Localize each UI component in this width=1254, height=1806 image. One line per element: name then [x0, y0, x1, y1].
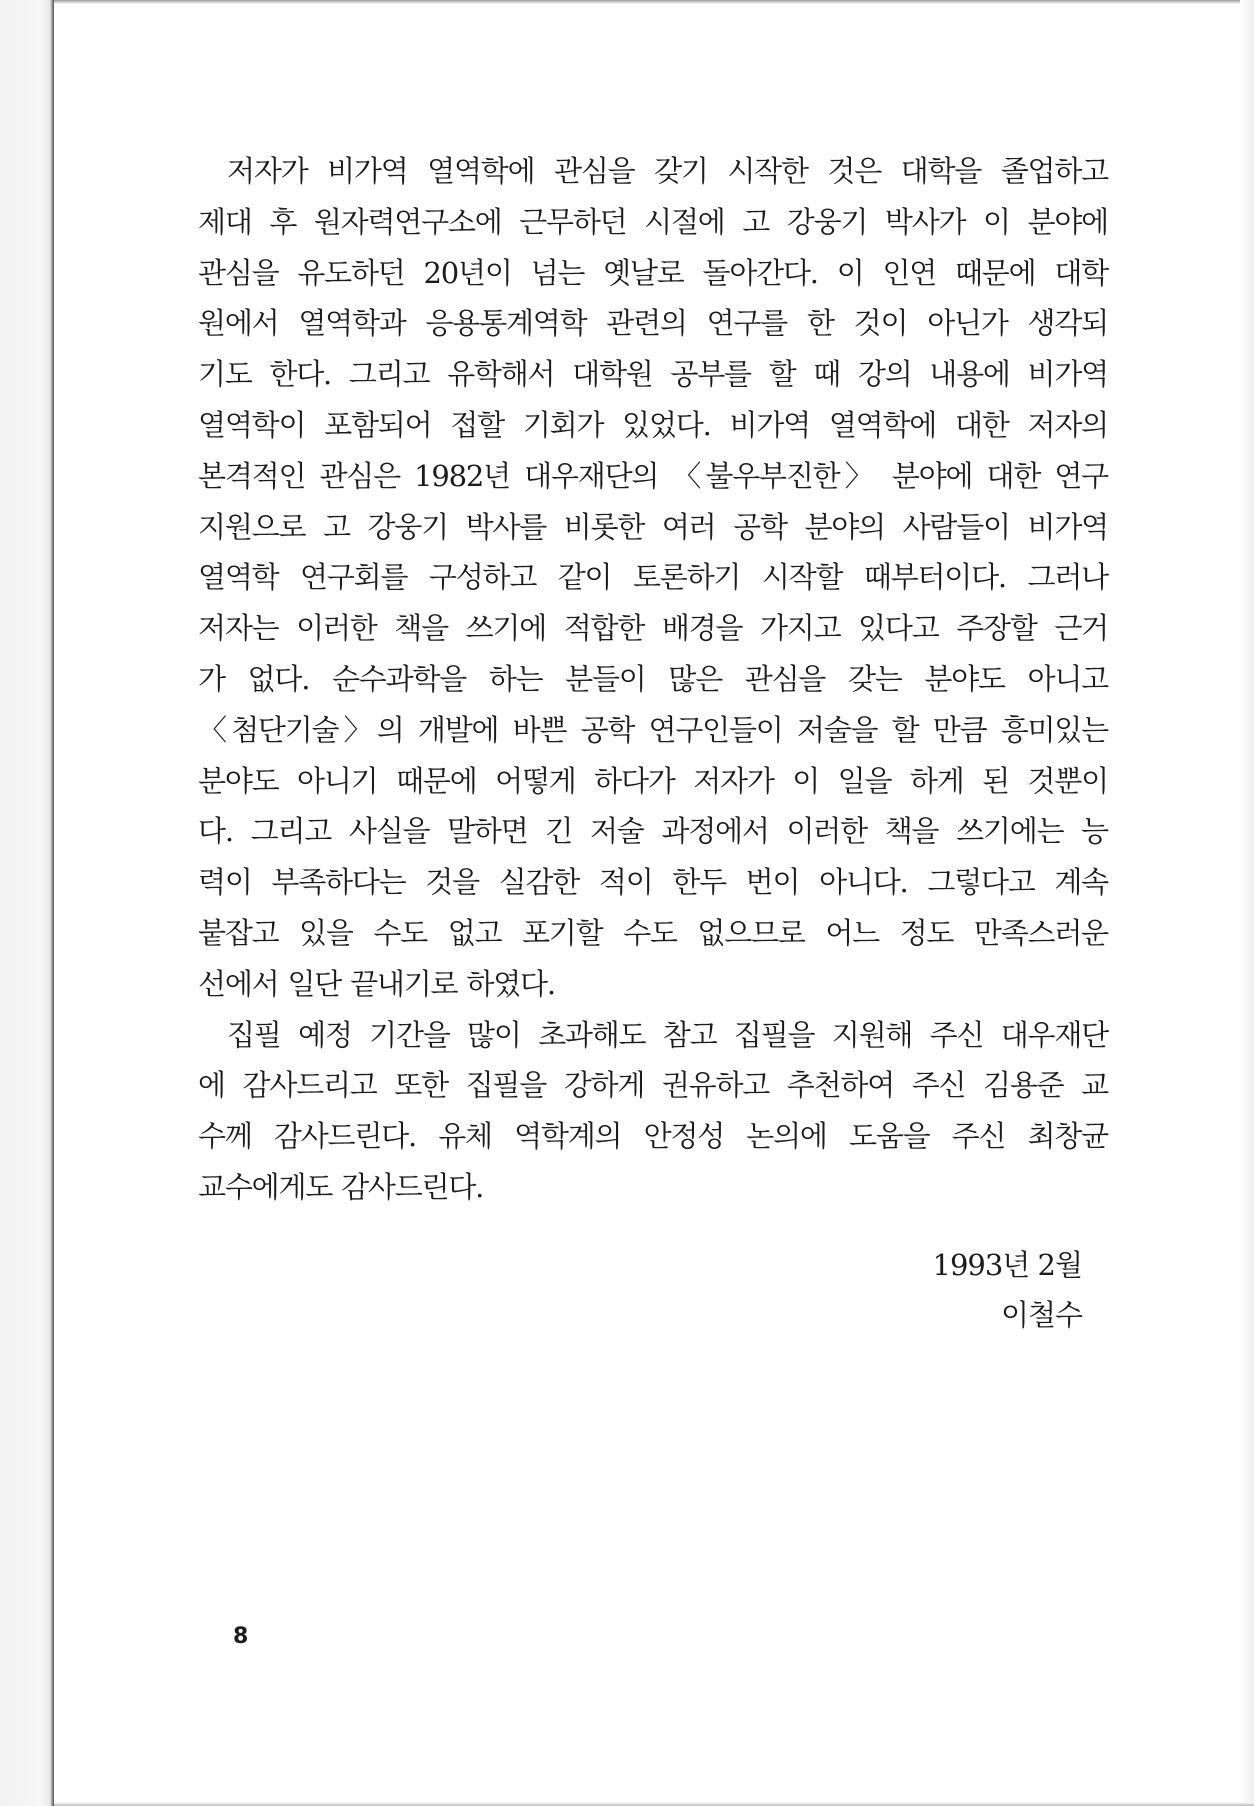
page-right-edge-shadow [1240, 0, 1254, 1806]
text-line: 열역학이 포함되어 접할 기회가 있었다. 비가역 열역학에 대한 저자의 [198, 407, 1108, 442]
signature-author: 이철수 [1000, 1298, 1082, 1332]
paragraph-2 [198, 1010, 1108, 1213]
text-line: 원에서 열역학과 응용통계역학 관련의 연구를 한 것이 아닌가 생각되 [198, 306, 1108, 341]
signature-block [933, 1240, 1083, 1340]
text-line: 열역학 연구회를 구성하고 같이 토론하기 시작할 때부터이다. 그러나 [198, 560, 1108, 595]
text-line: 제대 후 원자력연구소에 근무하던 시절에 고 강웅기 박사가 이 분야에 [198, 204, 1108, 239]
text-line: 교수에게도 감사드린다. [198, 1169, 484, 1204]
text-line: 붙잡고 있을 수도 없고 포기할 수도 없으므로 어느 정도 만족스러운 [198, 915, 1108, 950]
text-line: 다. 그리고 사실을 말하면 긴 저술 과정에서 이러한 책을 쓰기에는 능 [198, 814, 1108, 849]
page-number: 8 [233, 1624, 249, 1649]
text-line: 집필 예정 기간을 많이 초과해도 참고 집필을 지원해 주신 대우재단 [227, 1017, 1108, 1052]
text-line: 저자는 이러한 책을 쓰기에 적합한 배경을 가지고 있다고 주장할 근거 [198, 611, 1108, 646]
text-line: 관심을 유도하던 20년이 넘는 옛날로 돌아간다. 이 인연 때문에 대학 [198, 255, 1108, 290]
text-line: 저자가 비가역 열역학에 관심을 갖기 시작한 것은 대학을 졸업하고 [227, 154, 1108, 188]
text-line: 가 없다. 순수과학을 하는 분들이 많은 관심을 갖는 분야도 아니고 [198, 661, 1108, 696]
text-line: 선에서 일단 끝내기로 하였다. [198, 966, 555, 1001]
text-line: 〈첨단기술〉의 개발에 바쁜 공학 연구인들이 저술을 할 만큼 흥미있는 [198, 712, 1108, 747]
text-line: 지원으로 고 강웅기 박사를 비롯한 여러 공학 분야의 사람들이 비가역 [198, 509, 1108, 544]
page-left-edge-shadow [0, 0, 54, 1806]
preface-body [198, 146, 1108, 1213]
page-bottom-edge-shadow [54, 1802, 1254, 1806]
text-line: 본격적인 관심은 1982년 대우재단의 〈불우부진한〉 분야에 대한 연구 [198, 458, 1108, 493]
signature-date: 1993년 2월 [932, 1248, 1082, 1282]
text-line: 수께 감사드린다. 유체 역학계의 안정성 논의에 도움을 주신 최창균 [198, 1119, 1108, 1154]
text-line: 분야도 아니기 때문에 어떻게 하다가 저자가 이 일을 하게 된 것뿐이 [198, 763, 1108, 798]
page-top-edge-shadow [54, 0, 1254, 4]
text-line: 기도 한다. 그리고 유학해서 대학원 공부를 할 때 강의 내용에 비가역 [198, 357, 1108, 392]
paragraph-1 [198, 146, 1108, 1010]
text-line: 에 감사드리고 또한 집필을 강하게 권유하고 추천하여 주신 김용준 교 [198, 1068, 1108, 1103]
text-line: 력이 부족하다는 것을 실감한 적이 한두 번이 아니다. 그렇다고 계속 [198, 865, 1108, 900]
